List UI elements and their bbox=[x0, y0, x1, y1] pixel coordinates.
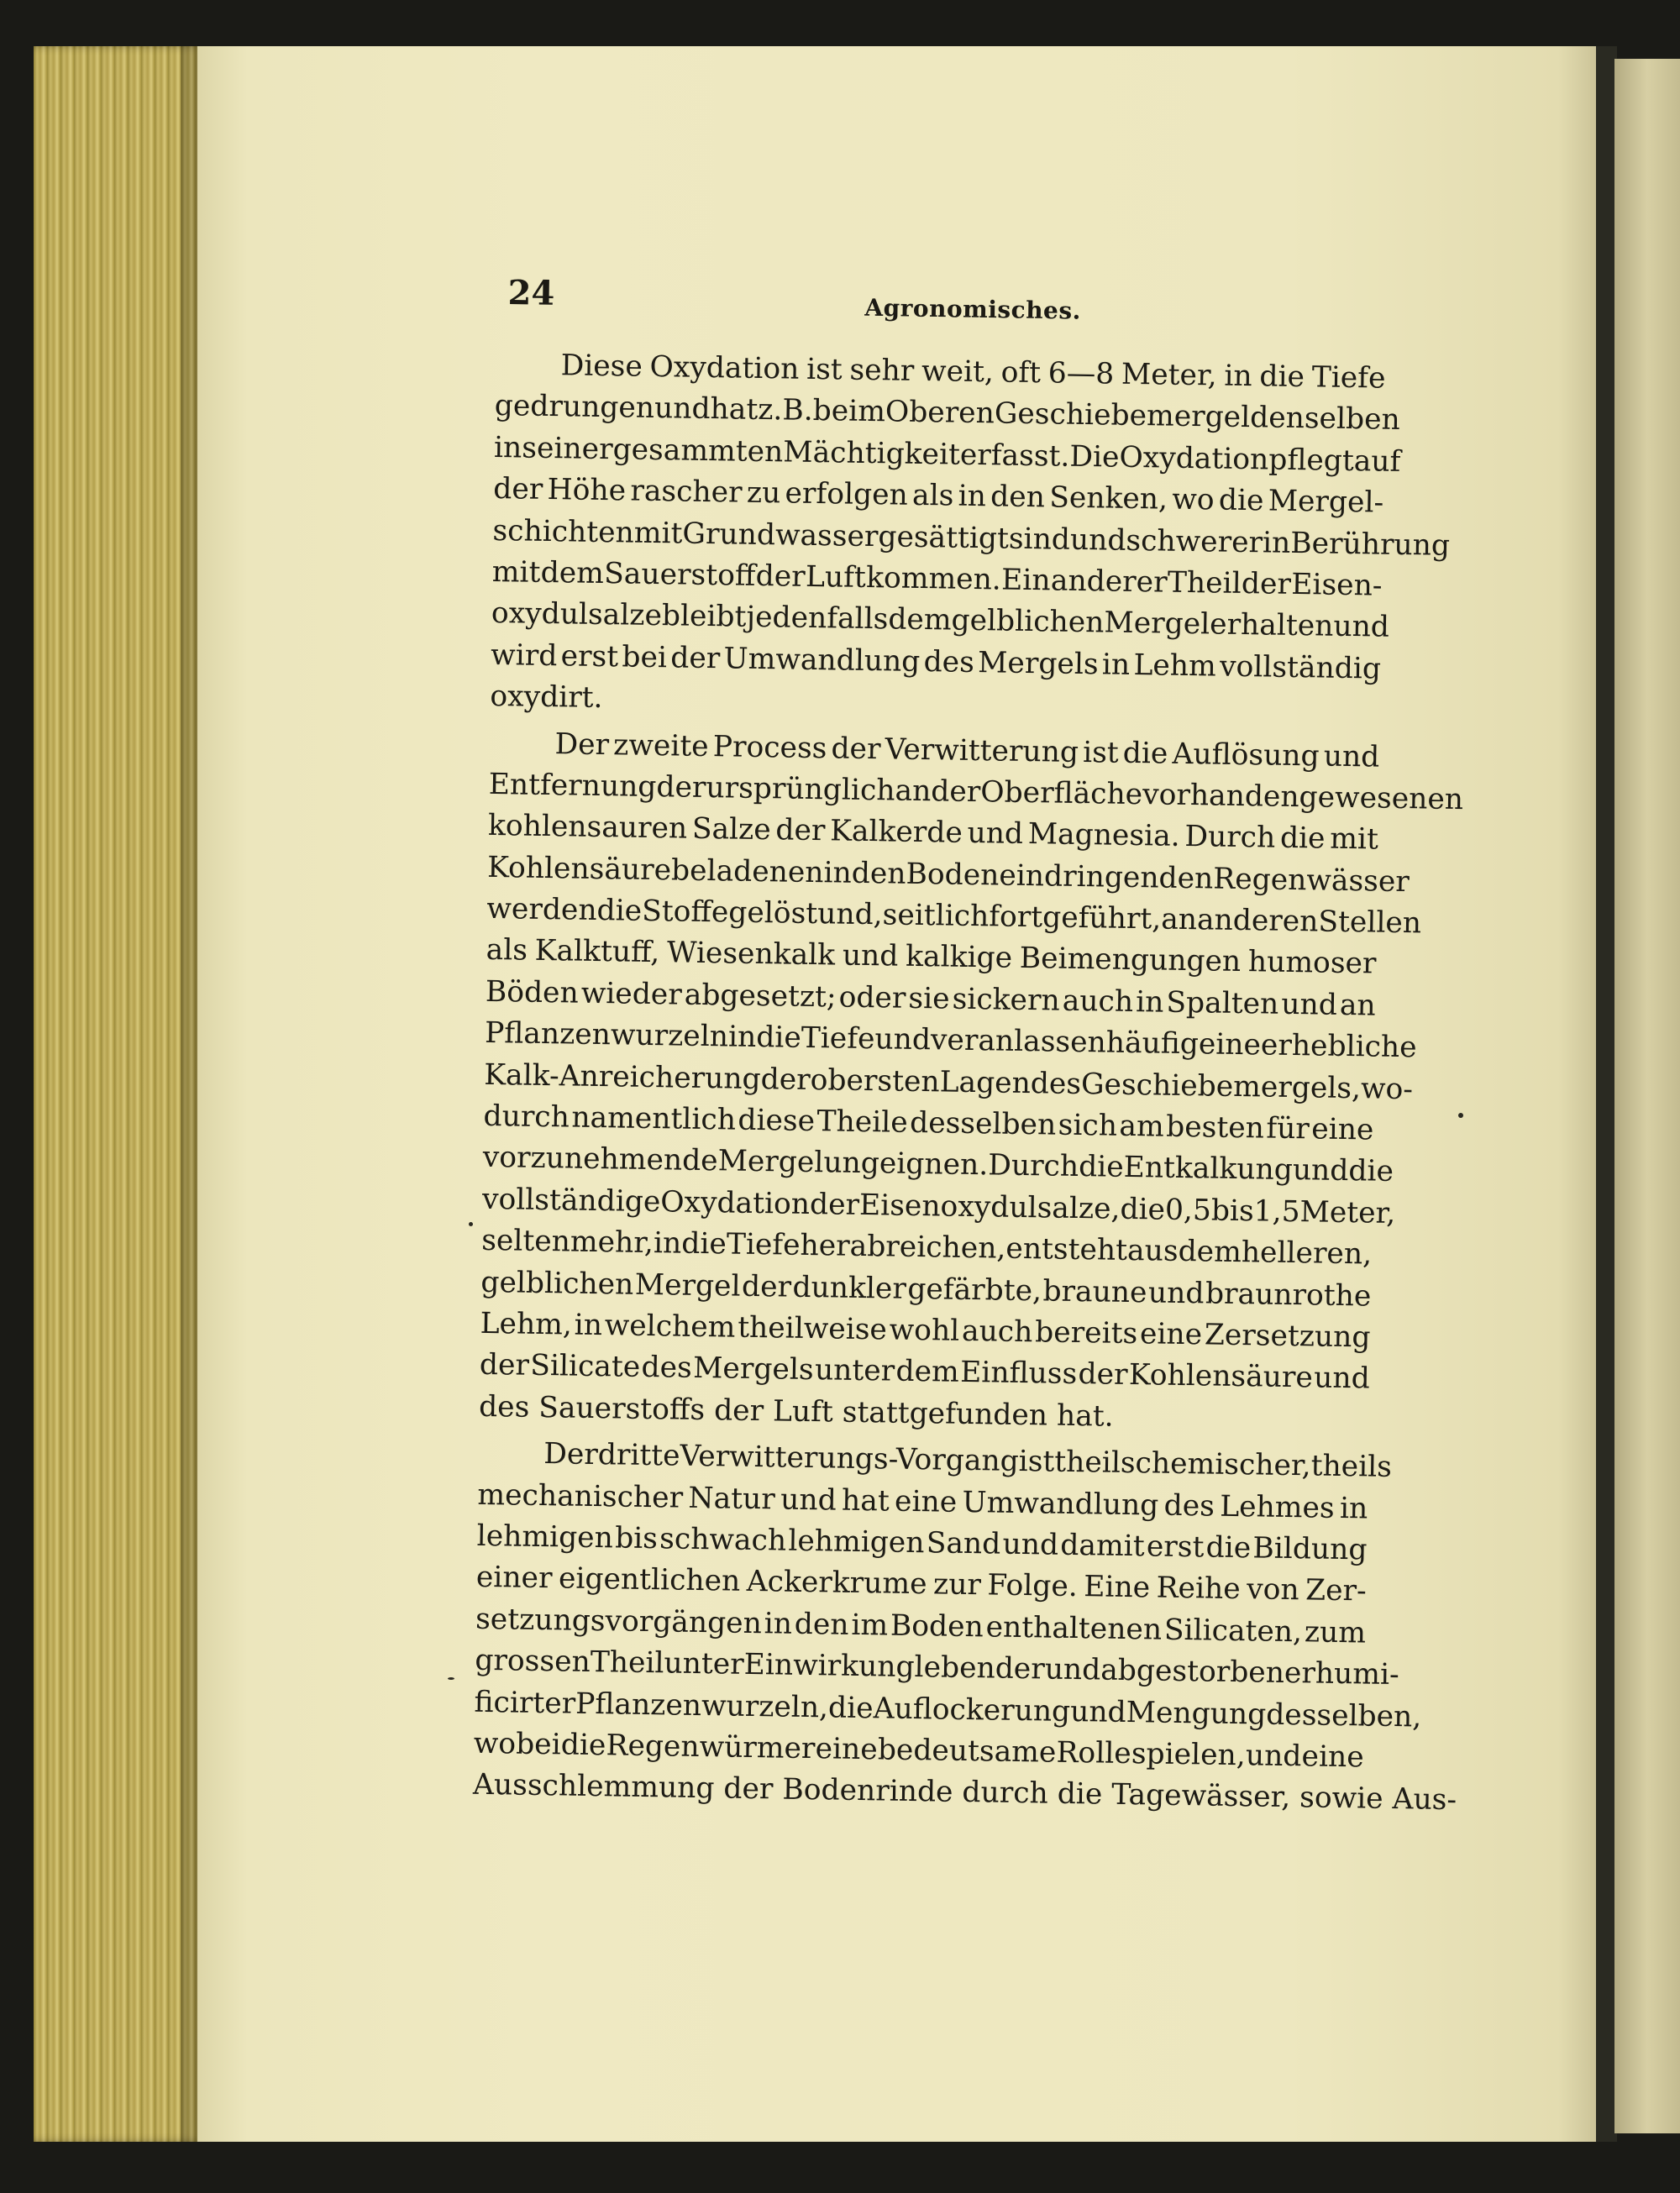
book-page-edges bbox=[34, 46, 202, 2142]
word: die bbox=[1279, 821, 1326, 856]
word: ficirter bbox=[474, 1685, 576, 1721]
word: Natur bbox=[688, 1481, 776, 1516]
word: dem bbox=[888, 602, 952, 637]
word: dunkler bbox=[792, 1270, 907, 1306]
word: lehmigen bbox=[476, 1519, 614, 1556]
word: und bbox=[1147, 1275, 1205, 1310]
word: Magnesia. bbox=[1027, 817, 1180, 854]
word: auch bbox=[961, 1314, 1033, 1350]
word: seitlich bbox=[882, 898, 990, 934]
word: Rolle bbox=[1056, 1735, 1132, 1771]
word: lehmigen bbox=[788, 1524, 925, 1561]
word: eindringenden bbox=[999, 858, 1214, 896]
word: Oxydation bbox=[649, 349, 800, 386]
word: zu bbox=[746, 475, 781, 511]
word: an bbox=[1339, 988, 1376, 1023]
word: sie bbox=[908, 981, 950, 1016]
word: der bbox=[931, 774, 981, 810]
word: gewesenen bbox=[1299, 780, 1464, 817]
word: Oxydation bbox=[1119, 440, 1269, 477]
word: zur bbox=[932, 1567, 982, 1603]
word: beladenen bbox=[670, 853, 824, 889]
word: der bbox=[760, 1062, 811, 1097]
word: die bbox=[680, 1226, 727, 1262]
speck-mark bbox=[469, 1222, 473, 1226]
word: Lehmes bbox=[1219, 1489, 1335, 1525]
word: und bbox=[1323, 739, 1380, 774]
word: Stellen bbox=[1318, 905, 1422, 941]
word: Mächtigkeit bbox=[782, 435, 961, 472]
word: besten bbox=[1165, 1110, 1265, 1146]
word: Der bbox=[543, 1437, 599, 1472]
word: Regenwässer bbox=[1213, 862, 1410, 899]
word: ursprünglich bbox=[706, 770, 895, 808]
word: Oberen bbox=[885, 395, 995, 431]
word: eine bbox=[894, 1484, 958, 1519]
word: diese bbox=[738, 1103, 816, 1139]
word: mit bbox=[1329, 821, 1379, 857]
word: und bbox=[1245, 1739, 1302, 1774]
word: gefärbte, bbox=[907, 1272, 1042, 1308]
word: theils bbox=[1054, 1445, 1136, 1481]
word: erfasst. bbox=[959, 438, 1070, 474]
word: Theile bbox=[816, 1104, 909, 1140]
word: Mergel bbox=[634, 1267, 741, 1304]
word: dem bbox=[895, 1355, 960, 1390]
word: der bbox=[755, 559, 806, 594]
word: und bbox=[1292, 1153, 1349, 1188]
word: bis bbox=[1210, 1194, 1255, 1229]
word: unter bbox=[664, 1646, 745, 1681]
word: Tiefe bbox=[726, 1227, 801, 1263]
word: und bbox=[1002, 1527, 1059, 1562]
word: Luft bbox=[805, 559, 867, 595]
word: Eine bbox=[1083, 1570, 1151, 1605]
word: die bbox=[1078, 1150, 1124, 1185]
word: Lagen bbox=[939, 1065, 1032, 1100]
page-number: 24 bbox=[507, 273, 555, 313]
word: braune bbox=[1042, 1273, 1147, 1309]
word: Böden bbox=[485, 974, 580, 1010]
word: Umwandlung bbox=[962, 1485, 1159, 1523]
word: hat bbox=[841, 1483, 890, 1519]
word: und bbox=[874, 1022, 932, 1057]
word: der bbox=[741, 1269, 792, 1304]
word: Mergel- bbox=[1268, 484, 1384, 520]
word: Spalten bbox=[1166, 985, 1279, 1021]
word: gelöst bbox=[728, 895, 818, 931]
word: kohlensauren bbox=[487, 809, 688, 846]
word: erhalten bbox=[1209, 607, 1334, 644]
word: Berührung bbox=[1289, 526, 1451, 563]
word: und bbox=[1281, 987, 1338, 1022]
word: Kohlensäure bbox=[1128, 1358, 1314, 1395]
word: Regenwürmer bbox=[606, 1729, 816, 1766]
word: die bbox=[1259, 359, 1305, 395]
word: seiner bbox=[522, 431, 613, 466]
word: die bbox=[1348, 1154, 1394, 1189]
word: in bbox=[958, 479, 987, 514]
word: beim bbox=[812, 394, 886, 429]
word: die bbox=[1120, 1192, 1166, 1227]
word: unter bbox=[814, 1353, 895, 1388]
word: Zer- bbox=[1305, 1573, 1368, 1608]
word: erst bbox=[1146, 1529, 1205, 1565]
word: Meter, bbox=[1121, 357, 1217, 393]
word: im bbox=[851, 1608, 889, 1643]
word: der bbox=[669, 641, 721, 675]
word: einer bbox=[475, 1561, 553, 1596]
word: gesättigt bbox=[878, 519, 1010, 556]
word: Entkalkung bbox=[1123, 1151, 1294, 1188]
word: der bbox=[656, 769, 706, 805]
word: oxydulsalze bbox=[491, 596, 663, 633]
word: eine bbox=[1139, 1317, 1203, 1352]
text-run: Ausschlemmung der Bodenrinde durch die Tagewässer, sowie Aus- bbox=[472, 1768, 1457, 1818]
word: Eisen- bbox=[1290, 567, 1383, 603]
word: 6—8 bbox=[1047, 356, 1115, 391]
word: schwach bbox=[659, 1522, 787, 1558]
word: vollständige bbox=[481, 1182, 661, 1220]
word: auch bbox=[1062, 984, 1134, 1019]
word: eine bbox=[815, 1732, 879, 1767]
word: Zersetzung bbox=[1204, 1318, 1371, 1355]
word: helleren, bbox=[1241, 1236, 1373, 1272]
word: erfolgen bbox=[785, 476, 909, 512]
word: in bbox=[727, 1020, 757, 1055]
word: Eisenoxydulsalze, bbox=[858, 1188, 1121, 1226]
word: zweite bbox=[612, 727, 709, 763]
word: Mergels bbox=[692, 1351, 814, 1388]
word: theilweise bbox=[737, 1310, 888, 1347]
word: bei bbox=[622, 640, 668, 674]
word: Die bbox=[1069, 439, 1120, 475]
word: die bbox=[1122, 736, 1168, 771]
word: eigentlichen bbox=[558, 1561, 741, 1599]
word: gelblichen bbox=[951, 603, 1105, 640]
word: eine bbox=[1198, 1027, 1262, 1062]
word: welchem bbox=[604, 1309, 736, 1345]
word: in bbox=[574, 1308, 603, 1343]
word: Kalktuff, bbox=[534, 934, 660, 970]
word: Kalk-Anreicherung bbox=[484, 1057, 762, 1096]
word: Boden bbox=[890, 1608, 984, 1645]
word: Lehm, bbox=[480, 1306, 573, 1342]
word: mit bbox=[633, 516, 683, 551]
word: anderen bbox=[1196, 903, 1319, 939]
word: Grundwasser bbox=[682, 517, 879, 553]
word: grossen bbox=[475, 1643, 591, 1680]
word: der bbox=[492, 472, 543, 507]
word: kalkige bbox=[905, 940, 1013, 976]
word: Der bbox=[554, 727, 610, 762]
word: pflegt bbox=[1268, 443, 1355, 478]
word: und bbox=[1069, 522, 1126, 558]
word: aus bbox=[1126, 1234, 1179, 1269]
word: eine bbox=[1311, 1112, 1374, 1147]
word: Diese bbox=[560, 349, 643, 384]
word: veranlassen bbox=[930, 1023, 1107, 1060]
word: herabreichen, bbox=[800, 1229, 1006, 1266]
word: der bbox=[1241, 566, 1292, 601]
word: mehr, bbox=[570, 1225, 654, 1261]
word: auf bbox=[1353, 443, 1401, 479]
word: des bbox=[1163, 1488, 1215, 1524]
word: Silicaten, bbox=[1163, 1613, 1303, 1649]
word: Lehm bbox=[1133, 648, 1217, 684]
word: Einfluss bbox=[959, 1356, 1078, 1392]
word: und bbox=[1069, 1694, 1127, 1729]
word: vorzunehmende bbox=[482, 1141, 718, 1178]
word: humi- bbox=[1315, 1656, 1400, 1692]
word: Mergelung bbox=[717, 1144, 880, 1181]
word: die bbox=[1205, 1530, 1252, 1566]
word: schwerer bbox=[1126, 523, 1263, 559]
word: Auflösung bbox=[1172, 737, 1320, 773]
word: 0,5 bbox=[1164, 1193, 1212, 1228]
word: in bbox=[1339, 1491, 1368, 1526]
word: Pflanzenwurzeln, bbox=[575, 1687, 829, 1724]
word: in bbox=[653, 1226, 682, 1261]
word: sind bbox=[1008, 522, 1071, 557]
word: ist bbox=[1082, 735, 1120, 770]
word: der bbox=[809, 1187, 860, 1222]
word: Kohlensäure bbox=[486, 850, 672, 888]
word: Reihe bbox=[1156, 1571, 1241, 1607]
word: mit bbox=[491, 554, 541, 590]
word: Process bbox=[712, 729, 827, 765]
adjacent-page-edge bbox=[1614, 59, 1680, 2133]
word: erhebliche bbox=[1260, 1028, 1417, 1065]
word: sickern bbox=[952, 982, 1061, 1018]
word: und bbox=[1313, 1361, 1371, 1396]
word: gelblichen bbox=[480, 1265, 634, 1302]
word: Verwitterungs-Vorgang bbox=[680, 1439, 1020, 1479]
word: als bbox=[911, 478, 954, 513]
word: Umwandlung bbox=[723, 642, 921, 679]
word: an bbox=[1160, 902, 1198, 937]
word: namentlich bbox=[571, 1100, 737, 1137]
word: Geschiebemergels, bbox=[1080, 1067, 1362, 1105]
word: wird bbox=[490, 637, 558, 673]
word: dritte bbox=[597, 1438, 680, 1473]
word: obersten bbox=[810, 1062, 940, 1099]
word: entsteht bbox=[1005, 1231, 1128, 1268]
word: häufig bbox=[1105, 1026, 1200, 1062]
word: die bbox=[560, 1728, 606, 1763]
word: und bbox=[1333, 610, 1390, 645]
word: durch bbox=[483, 1099, 570, 1135]
word: hat bbox=[710, 392, 759, 428]
word: der bbox=[1078, 1357, 1128, 1393]
word: am bbox=[1119, 1109, 1165, 1144]
word: kommen. bbox=[865, 560, 1002, 597]
word: in bbox=[1262, 525, 1291, 560]
word: 1,5 bbox=[1253, 1194, 1300, 1229]
speck-mark bbox=[1458, 1113, 1463, 1118]
word: vorhanden bbox=[1142, 778, 1299, 814]
word: fortgeführt, bbox=[989, 900, 1162, 936]
word: Tiefe bbox=[1311, 360, 1386, 396]
word: zum bbox=[1304, 1615, 1367, 1650]
word: denselben bbox=[1249, 401, 1401, 438]
word: theils bbox=[1310, 1449, 1393, 1485]
word: ist bbox=[806, 352, 843, 387]
word: wo bbox=[1171, 482, 1215, 517]
word: B. bbox=[782, 393, 814, 428]
word: in bbox=[823, 855, 853, 890]
word: Sand bbox=[926, 1526, 1001, 1561]
word: humoser bbox=[1247, 945, 1377, 982]
word: Durch bbox=[1184, 820, 1276, 855]
word: und bbox=[1044, 1652, 1101, 1687]
word: an bbox=[895, 774, 932, 809]
word: des bbox=[1030, 1066, 1082, 1101]
word: sich bbox=[1058, 1108, 1118, 1143]
word: gesammten bbox=[612, 432, 784, 470]
word: erst bbox=[560, 639, 619, 674]
word: Entfernung bbox=[488, 767, 657, 804]
running-head: Agronomisches. bbox=[864, 293, 1082, 325]
word: den bbox=[990, 480, 1046, 515]
word: Geschiebemergel bbox=[994, 396, 1251, 435]
word: eignen. bbox=[879, 1146, 989, 1183]
word: Ein bbox=[1000, 563, 1051, 598]
word: Theil bbox=[1167, 565, 1242, 601]
word: den bbox=[794, 1607, 849, 1642]
word: für bbox=[1266, 1111, 1310, 1146]
word: braunrothe bbox=[1205, 1277, 1372, 1314]
word: sehr bbox=[849, 353, 915, 388]
word: und bbox=[842, 939, 899, 974]
word: den bbox=[851, 856, 906, 891]
word: Beimengungen bbox=[1019, 942, 1242, 979]
word: der bbox=[479, 1348, 530, 1383]
word: Höhe bbox=[547, 473, 627, 508]
word: die bbox=[1218, 483, 1264, 518]
word: in bbox=[764, 1606, 793, 1641]
word: abgestorbener bbox=[1100, 1653, 1316, 1691]
word: Silicate bbox=[529, 1349, 641, 1385]
word: und bbox=[967, 816, 1024, 852]
word: Mergels bbox=[977, 645, 1099, 682]
word: schichten bbox=[492, 513, 635, 550]
text-run: des Sauerstoffs der Luft stattgefunden hat. bbox=[478, 1389, 1114, 1434]
word: mechanischer bbox=[477, 1477, 684, 1515]
word: Ackerkrume bbox=[746, 1565, 927, 1602]
word: Mengung bbox=[1126, 1695, 1267, 1732]
word: Oxydation bbox=[659, 1185, 811, 1221]
word: Senken, bbox=[1048, 480, 1168, 517]
word: Einwirkung bbox=[743, 1647, 915, 1685]
word: desselben, bbox=[1265, 1697, 1422, 1734]
word: Kalkerde bbox=[829, 814, 963, 851]
word: bedeutsame bbox=[877, 1733, 1057, 1770]
word: wobei bbox=[473, 1726, 561, 1762]
word: jedenfalls bbox=[746, 601, 889, 637]
word: Bildung bbox=[1252, 1531, 1368, 1567]
word: dem bbox=[540, 555, 605, 591]
word: vollständig bbox=[1219, 649, 1382, 686]
word: lebender bbox=[914, 1650, 1046, 1687]
word: Pflanzenwurzeln bbox=[484, 1016, 729, 1054]
word: der bbox=[775, 813, 826, 848]
word: enthaltenen bbox=[985, 1610, 1163, 1647]
word: und bbox=[780, 1482, 837, 1518]
word: Meter, bbox=[1299, 1194, 1396, 1230]
word: Sauerstoff bbox=[603, 557, 756, 593]
word: eine bbox=[1301, 1739, 1364, 1775]
word: selten bbox=[480, 1224, 571, 1259]
word: die bbox=[596, 894, 643, 928]
word: Tiefe bbox=[801, 1021, 875, 1057]
word: bereits bbox=[1034, 1315, 1138, 1351]
word: abgesetzt; bbox=[684, 978, 837, 1015]
word: in bbox=[493, 430, 522, 465]
word: Boden bbox=[906, 857, 1000, 893]
word: spielen, bbox=[1131, 1736, 1247, 1773]
word: Theil bbox=[590, 1645, 664, 1681]
word: gedrungen bbox=[494, 389, 655, 426]
word: setzungsvorgängen bbox=[475, 1602, 763, 1640]
word: Auflockerung bbox=[873, 1691, 1071, 1729]
word: Durch bbox=[987, 1148, 1079, 1184]
word: die bbox=[755, 1020, 802, 1056]
word: in bbox=[1224, 359, 1253, 394]
word: desselben bbox=[909, 1105, 1057, 1142]
word: bis bbox=[614, 1521, 659, 1556]
word: werden bbox=[486, 891, 597, 928]
word: des bbox=[923, 644, 975, 679]
body-text bbox=[472, 344, 1464, 1820]
word: der bbox=[831, 731, 881, 766]
word: Stoffe bbox=[641, 894, 729, 930]
word: anderer bbox=[1050, 564, 1168, 600]
word: Salze bbox=[691, 812, 772, 847]
word: Wiesenkalk bbox=[666, 936, 836, 973]
word: in bbox=[1135, 984, 1164, 1020]
word: als bbox=[486, 933, 528, 968]
word: chemischer, bbox=[1135, 1446, 1311, 1483]
word: oder bbox=[838, 980, 906, 1015]
speck-mark bbox=[448, 1677, 454, 1680]
word: die bbox=[827, 1690, 874, 1725]
word: weit, bbox=[921, 354, 995, 390]
word: Folge. bbox=[987, 1568, 1079, 1604]
word: wohl bbox=[889, 1313, 960, 1348]
word: dem bbox=[1178, 1235, 1242, 1270]
word: damit bbox=[1060, 1528, 1145, 1564]
word: Oberfläche bbox=[980, 775, 1143, 812]
word: z. bbox=[757, 393, 783, 428]
text-run: oxydirt. bbox=[490, 679, 603, 716]
word: ist bbox=[1018, 1445, 1055, 1479]
word: von bbox=[1246, 1572, 1299, 1608]
word: in bbox=[1101, 648, 1131, 682]
word: wo- bbox=[1360, 1071, 1414, 1106]
word: und, bbox=[816, 897, 884, 932]
word: Mergel bbox=[1104, 606, 1210, 642]
word: des bbox=[641, 1351, 693, 1386]
word: oft bbox=[1000, 355, 1042, 391]
word: bleibt bbox=[661, 599, 747, 635]
word: wieder bbox=[580, 976, 683, 1012]
word: Verwitterung bbox=[885, 732, 1079, 769]
word: rascher bbox=[630, 474, 743, 510]
word: und bbox=[654, 391, 711, 427]
